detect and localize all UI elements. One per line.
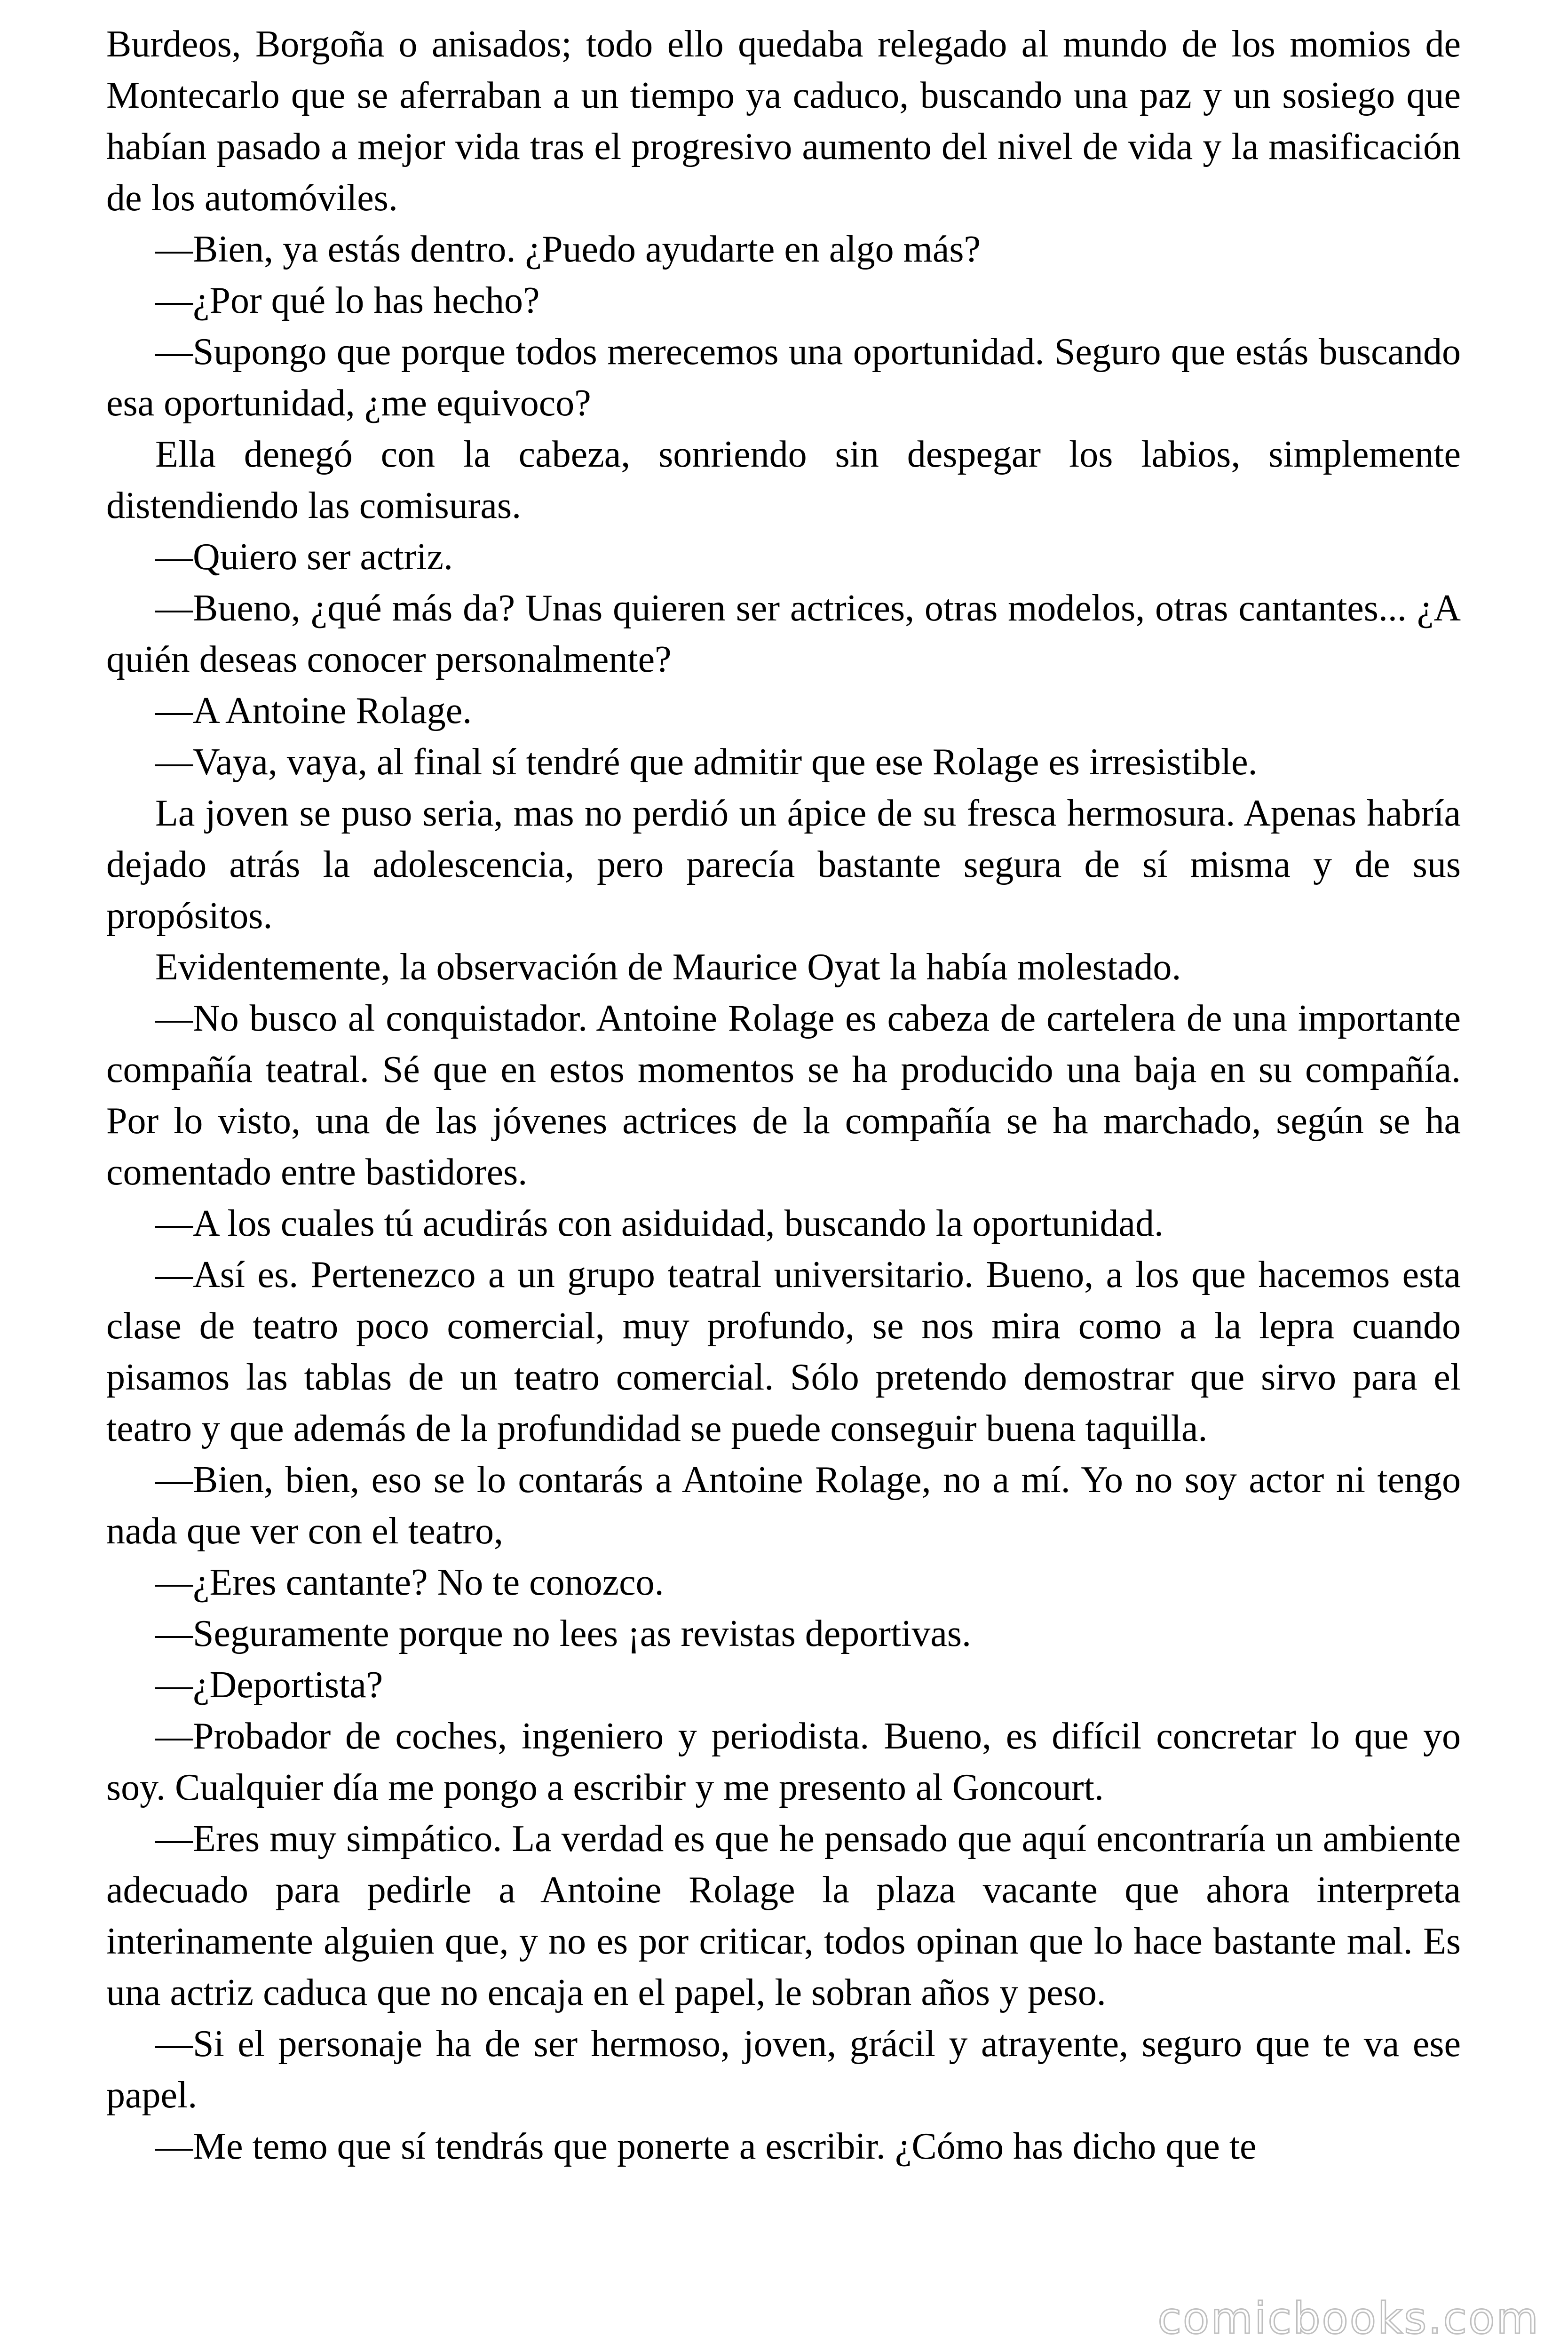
paragraph: —Eres muy simpático. La verdad es que he pensado que aquí encontraría un ambiente adecuado para pedirle a Antoine Rolage la plaza vacante que ahora interpreta interinamente alguien que, y no es por criticar, todos opinan que lo hace bastante mal. Es una actriz caduca que no encaja en el papel, le sobran años y peso. (106, 1818, 1461, 2013)
paragraph: —Vaya, vaya, al final sí tendré que admitir que ese Rolage es irresistible. (155, 741, 1258, 783)
paragraph: —Supongo que porque todos merecemos una oportunidad. Seguro que estás buscando esa oportunidad, ¿me equivoco? (106, 331, 1461, 424)
paragraph: —Así es. Pertenezco a un grupo teatral universitario. Bueno, a los que hacemos esta clase de teatro poco comercial, muy profundo, se nos mira como a la lepra cuando pisamos las tablas de un teatro comercial. Sólo pretendo demostrar que sirvo para el teatro y que además de la profundidad se puede conseguir buena taquilla. (106, 1254, 1461, 1449)
paragraph: —A Antoine Rolage. (155, 690, 472, 731)
book-page-text (106, 19, 1461, 2172)
paragraph: —Me temo que sí tendrás que ponerte a escribir. ¿Cómo has dicho que te (155, 2126, 1257, 2167)
paragraph: —Bien, bien, eso se lo contarás a Antoine Rolage, no a mí. Yo no soy actor ni tengo nada que ver con el teatro, (106, 1459, 1461, 1552)
paragraph: —A los cuales tú acudirás con asiduidad, buscando la oportunidad. (155, 1203, 1164, 1244)
watermark-logo: comicbooks.com (1157, 2293, 1540, 2344)
paragraph: —Bien, ya estás dentro. ¿Puedo ayudarte en algo más? (155, 229, 981, 270)
paragraph: —¿Eres cantante? No te conozco. (155, 1562, 664, 1603)
paragraph: —Seguramente porque no lees ¡as revistas deportivas. (155, 1613, 972, 1654)
paragraph: Burdeos, Borgoña o anisados; todo ello quedaba relegado al mundo de los momios de Montecarlo que se aferraban a un tiempo ya caduco, buscando una paz y un sosiego que habían pasado a mejor vida tras el progresivo aumento del nivel de vida y la masificación de los automóviles. (106, 24, 1461, 219)
paragraph: Evidentemente, la observación de Maurice Oyat la había molestado. (155, 946, 1181, 988)
paragraph: —Bueno, ¿qué más da? Unas quieren ser actrices, otras modelos, otras cantantes... ¿A quién deseas conocer personalmente? (106, 588, 1461, 680)
paragraph: Ella denegó con la cabeza, sonriendo sin despegar los labios, simplemente distendiendo las comisuras. (106, 434, 1461, 526)
paragraph: —¿Deportista? (155, 1664, 383, 1706)
paragraph: —No busco al conquistador. Antoine Rolage es cabeza de cartelera de una importante compañía teatral. Sé que en estos momentos se ha producido una baja en su compañía. Por lo visto, una de las jóvenes actrices de la compañía se ha marchado, según se ha comentado entre bastidores. (106, 998, 1461, 1193)
paragraph: —¿Por qué lo has hecho? (155, 280, 540, 321)
paragraph: —Quiero ser actriz. (155, 536, 453, 578)
paragraph: La joven se puso seria, mas no perdió un ápice de su fresca hermosura. Apenas habría dejado atrás la adolescencia, pero parecía bastante segura de sí misma y de sus propósitos. (106, 793, 1461, 937)
paragraph: —Probador de coches, ingeniero y periodista. Bueno, es difícil concretar lo que yo soy. Cualquier día me pongo a escribir y me presento al Goncourt. (106, 1716, 1461, 1808)
paragraph: —Si el personaje ha de ser hermoso, joven, grácil y atrayente, seguro que te va ese papel. (106, 2023, 1461, 2116)
